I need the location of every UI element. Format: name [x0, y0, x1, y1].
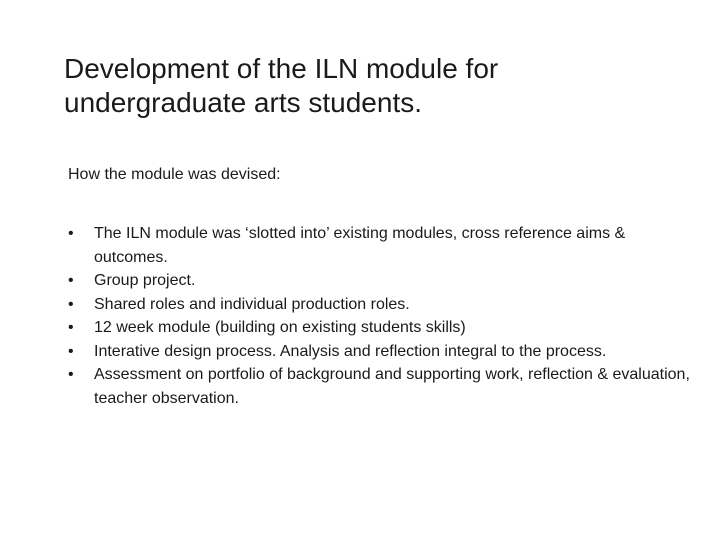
bullet-icon: •: [68, 366, 74, 383]
list-item: [68, 316, 698, 340]
bullet-text: Shared roles and individual production roles.: [94, 295, 410, 313]
bullet-text: Interative design process. Analysis and reflection integral to the process.: [94, 342, 607, 360]
bullet-text: 12 week module (building on existing students skills): [94, 319, 466, 336]
bullet-icon: •: [68, 225, 74, 242]
bullet-list: [68, 222, 698, 410]
bullet-icon: •: [68, 272, 74, 289]
bullet-text: The ILN module was ‘slotted into’ existing modules, cross reference aims & outcomes.: [94, 225, 626, 266]
bullet-icon: •: [68, 342, 74, 360]
list-item: [68, 293, 698, 317]
bullet-icon: •: [68, 295, 74, 313]
slide-title: Development of the ILN module for undergraduate arts students.: [64, 53, 499, 118]
slide-subtitle: How the module was devised:: [68, 166, 281, 183]
bullet-text: Group project.: [94, 272, 196, 289]
bullet-text: Assessment on portfolio of background and supporting work, reflection & evaluation, teacher observation.: [94, 366, 690, 407]
bullet-icon: •: [68, 319, 74, 336]
list-item: [68, 269, 698, 293]
list-item: [68, 363, 698, 410]
list-item: [68, 340, 698, 364]
list-item: [68, 222, 698, 269]
